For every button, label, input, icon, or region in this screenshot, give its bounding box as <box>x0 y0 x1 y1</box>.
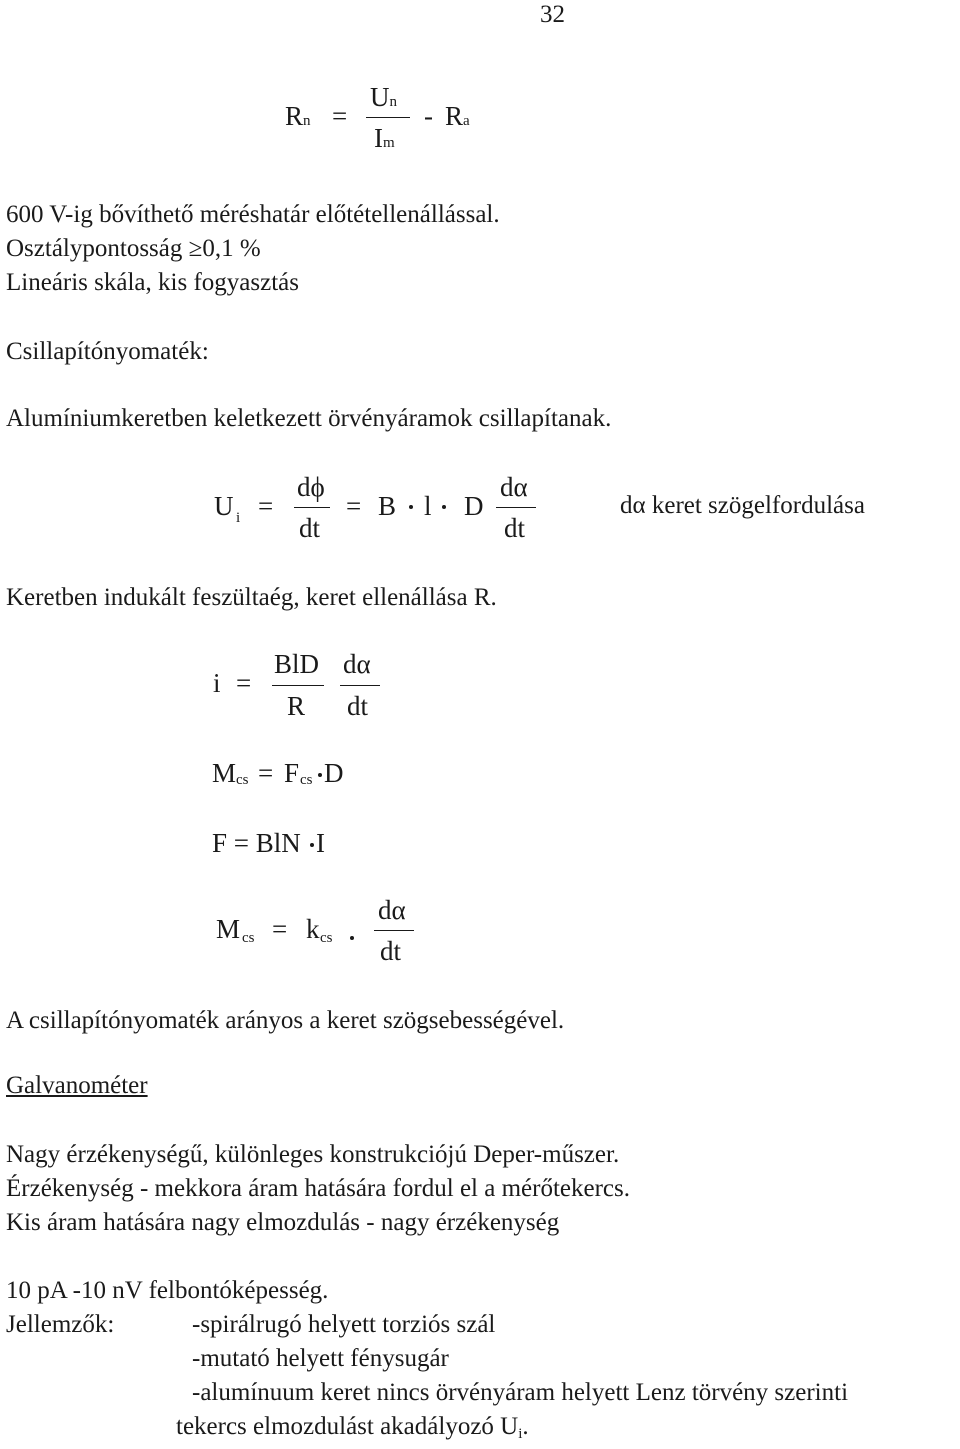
symbol-d: D <box>464 491 484 521</box>
symbol-f: F <box>284 758 300 788</box>
fraction-denominator: dt <box>380 936 402 966</box>
page-number: 32 <box>540 1 565 28</box>
equals-sign: = <box>346 491 362 521</box>
subscript-cs: cs <box>300 772 313 788</box>
subscript-cs: cs <box>236 772 249 788</box>
multiplication-dot <box>350 936 354 940</box>
symbol-u: U <box>370 82 390 112</box>
text-line-last <box>176 1412 529 1449</box>
text-line: 600 V-ig bővíthető méréshatár előtétellenállással. <box>6 201 500 228</box>
fraction-numerator: dϕ <box>297 472 325 502</box>
equals-sign: = <box>258 491 274 521</box>
fraction-numerator <box>370 81 397 118</box>
subscript-cs: cs <box>242 930 255 946</box>
text-line: Nagy érzékenységű, különleges konstrukciójú Deper-műszer. <box>6 1141 620 1168</box>
symbol-d: D <box>324 758 344 788</box>
fraction-denominator: dt <box>347 691 369 721</box>
text-line: Kis áram hatására nagy elmozdulás - nagy érzékenység <box>6 1209 560 1236</box>
fraction-bar <box>294 507 330 508</box>
alpha-note: dα keret szögelfordulása <box>620 492 865 519</box>
fraction-denominator: dt <box>299 513 321 543</box>
equals-sign: = <box>258 758 274 788</box>
text-line: Érzékenység - mekkora áram hatására fordul el a mérőtekercs. <box>6 1175 630 1202</box>
section-label: Csillapítónyomaték: <box>6 338 209 365</box>
formula-rn-lhs <box>285 100 311 137</box>
subscript-a: a <box>463 113 470 129</box>
equals-sign: = <box>236 668 252 698</box>
subscript-n: n <box>389 94 397 110</box>
last-line-end: . <box>522 1413 529 1440</box>
fraction-bar <box>496 507 536 508</box>
fraction-bar <box>340 685 380 686</box>
symbol-k: k <box>306 914 320 944</box>
list-item: -mutató helyett fénysugár <box>192 1345 449 1372</box>
fraction-denominator <box>374 122 395 159</box>
text-line: Keretben indukált feszültaég, keret ellenállása R. <box>6 584 497 611</box>
text-line: Lineáris skála, kis fogyasztás <box>6 269 299 296</box>
symbol-r: R <box>285 101 304 131</box>
symbol-u: U <box>214 491 234 521</box>
fraction-numerator: BlD <box>274 649 320 679</box>
multiplication-dot <box>310 843 314 847</box>
symbol-b: B <box>378 491 397 521</box>
equals-sign: = <box>332 101 348 131</box>
symbol-l: l <box>424 491 432 521</box>
symbol-i: i <box>213 668 221 698</box>
text-line: Osztálypontosság ≥0,1 % <box>6 235 261 262</box>
subscript-cs: cs <box>320 930 333 946</box>
fraction-bar <box>374 930 414 931</box>
multiplication-dot <box>442 505 446 509</box>
list-item: -spirálrugó helyett torziós szál <box>192 1311 496 1338</box>
fraction-numerator: dα <box>500 472 528 502</box>
multiplication-dot <box>318 773 322 777</box>
subscript-i: i <box>236 510 241 526</box>
formula-rn-rhs <box>445 100 470 137</box>
subscript-m: m <box>383 135 395 151</box>
text-line: Alumíniumkeretben keletkezett örvényáramok csillapítanak. <box>6 405 612 432</box>
fraction-denominator: dt <box>504 513 526 543</box>
subscript-n: n <box>303 113 311 129</box>
fraction-bar <box>272 685 324 686</box>
fraction-numerator: dα <box>343 649 371 679</box>
last-line-text: tekercs elmozdulást akadályozó U <box>176 1413 519 1440</box>
list-item: -alumínuum keret nincs örvényáram helyett Lenz törvény szerinti <box>192 1379 849 1406</box>
fraction-denominator: R <box>287 691 306 721</box>
equals-sign: = <box>272 914 288 944</box>
symbol-m: M <box>212 758 237 788</box>
section-heading-galvanometer: Galvanométer <box>6 1072 148 1099</box>
formula-f-text: F = BlN <box>212 828 301 858</box>
minus-sign: - <box>424 101 433 131</box>
text-line: 10 pA -10 nV felbontóképesség. <box>6 1277 329 1304</box>
symbol-i: I <box>374 123 383 153</box>
symbol-m: M <box>216 914 241 944</box>
symbol-r: R <box>445 101 464 131</box>
symbol-i: I <box>316 828 325 858</box>
multiplication-dot <box>409 505 413 509</box>
jellemzok-label: Jellemzők: <box>6 1311 115 1338</box>
text-line: A csillapítónyomaték arányos a keret szögsebességével. <box>6 1007 565 1034</box>
fraction-bar <box>366 117 410 118</box>
fraction-numerator: dα <box>378 895 406 925</box>
subscript-i: i <box>518 1426 523 1442</box>
